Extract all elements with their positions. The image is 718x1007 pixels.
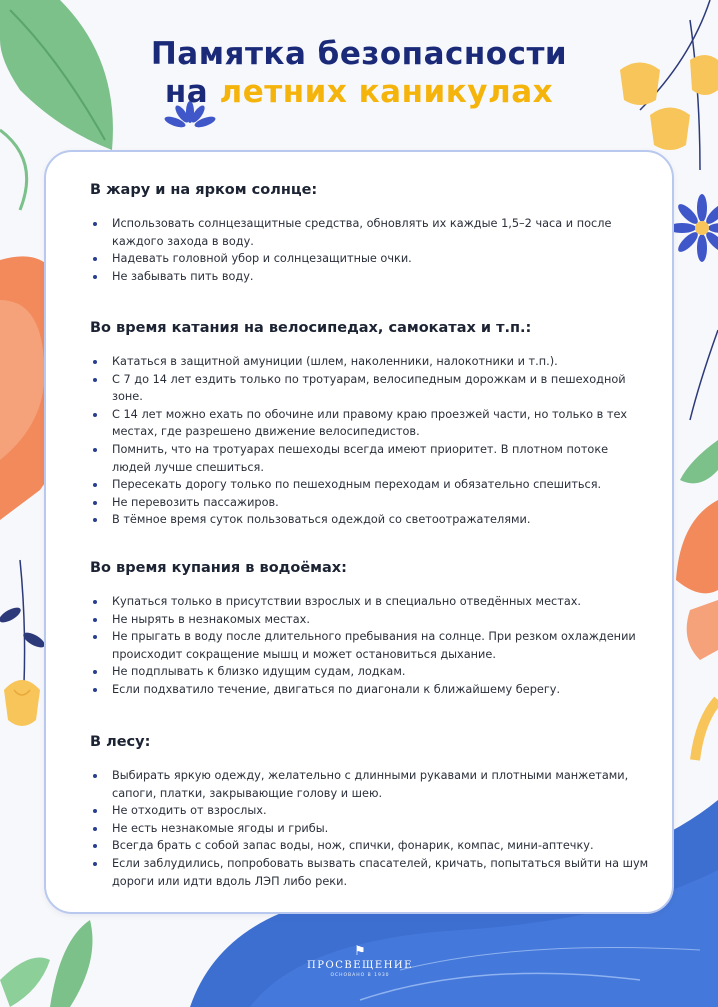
bullet-list: [90, 767, 650, 890]
list-item: Надевать головной убор и солнцезащитные очки.: [90, 250, 650, 268]
section-forest: [90, 734, 650, 890]
section-swimming: [90, 560, 650, 699]
list-item: Помнить, что на тротуарах пешеходы всегда имеют приоритет. В плотном потоке людей лучше спешиться.: [90, 441, 650, 476]
section-heading: В лесу:: [90, 734, 151, 750]
list-item: Не есть незнакомые ягоды и грибы.: [90, 820, 650, 838]
list-item: Если подхватило течение, двигаться по диагонали к ближайшему берегу.: [90, 681, 650, 699]
memo-card: [44, 150, 674, 914]
flower-icon: [668, 194, 718, 262]
leaf-icon: [680, 440, 718, 483]
list-item: Если заблудились, попробовать вызвать спасателей, кричать, попытаться выйти на шум дороги или идти вдоль ЛЭП либо реки.: [90, 855, 650, 890]
section-heading: Во время купания в водоёмах:: [90, 560, 347, 576]
section-bikes: [90, 320, 650, 529]
list-item: Не прыгать в воду после длительного пребывания на солнце. При резком охлаждении происходит сокращение мышц и может остановиться дыхание.: [90, 628, 650, 663]
page-subtitle: [0, 74, 718, 110]
section-sun: [90, 182, 650, 285]
subtitle-prefix: на: [164, 74, 220, 110]
flower-icon: [4, 680, 40, 726]
publisher-logo-icon: ⚑: [354, 943, 366, 958]
list-item: Купаться только в присутствии взрослых и в специально отведённых местах.: [90, 593, 650, 611]
list-item: С 14 лет можно ехать по обочине или правому краю проезжей части, но только в тех местах, где разрешено движение велосипедистов.: [90, 406, 650, 441]
list-item: Кататься в защитной амуниции (шлем, наколенники, налокотники и т.п.).: [90, 353, 650, 371]
section-heading: В жару и на ярком солнце:: [90, 182, 318, 198]
list-item: Не перевозить пассажиров.: [90, 494, 650, 512]
list-item: Не забывать пить воду.: [90, 268, 650, 286]
publisher-name: ПРОСВЕЩЕНИЕ: [307, 960, 413, 971]
list-item: Не подплывать к близко идущим судам, лодкам.: [90, 663, 650, 681]
bullet-list: [90, 593, 650, 699]
section-heading: Во время катания на велосипедах, самокатах и т.п.:: [90, 320, 532, 336]
list-item: Не отходить от взрослых.: [90, 802, 650, 820]
list-item: Использовать солнцезащитные средства, обновлять их каждые 1,5–2 часа и после каждого захода в воду.: [90, 215, 650, 250]
list-item: Не нырять в незнакомых местах.: [90, 611, 650, 629]
bullet-list: [90, 215, 650, 285]
list-item: Пересекать дорогу только по пешеходным переходам и обязательно спешиться.: [90, 476, 650, 494]
page-title: Памятка безопасности: [150, 36, 568, 72]
subtitle-accent: летних каникулах: [219, 74, 554, 110]
list-item: С 7 до 14 лет ездить только по тротуарам, велосипедным дорожкам и в пешеходной зоне.: [90, 371, 650, 406]
list-item: Выбирать яркую одежду, желательно с длинными рукавами и плотными манжетами, сапоги, платки, закрывающие голову и шею.: [90, 767, 650, 802]
publisher-tagline: ОСНОВАНО В 1930: [330, 973, 390, 978]
flower-icon: [676, 500, 718, 660]
bullet-list: [90, 353, 650, 529]
publisher-logo: [290, 944, 430, 978]
list-item: Всегда брать с собой запас воды, нож, спички, фонарик, компас, мини-аптечку.: [90, 837, 650, 855]
leaf-icon: [0, 920, 93, 1007]
list-item: В тёмное время суток пользоваться одеждой со светоотражателями.: [90, 511, 650, 529]
